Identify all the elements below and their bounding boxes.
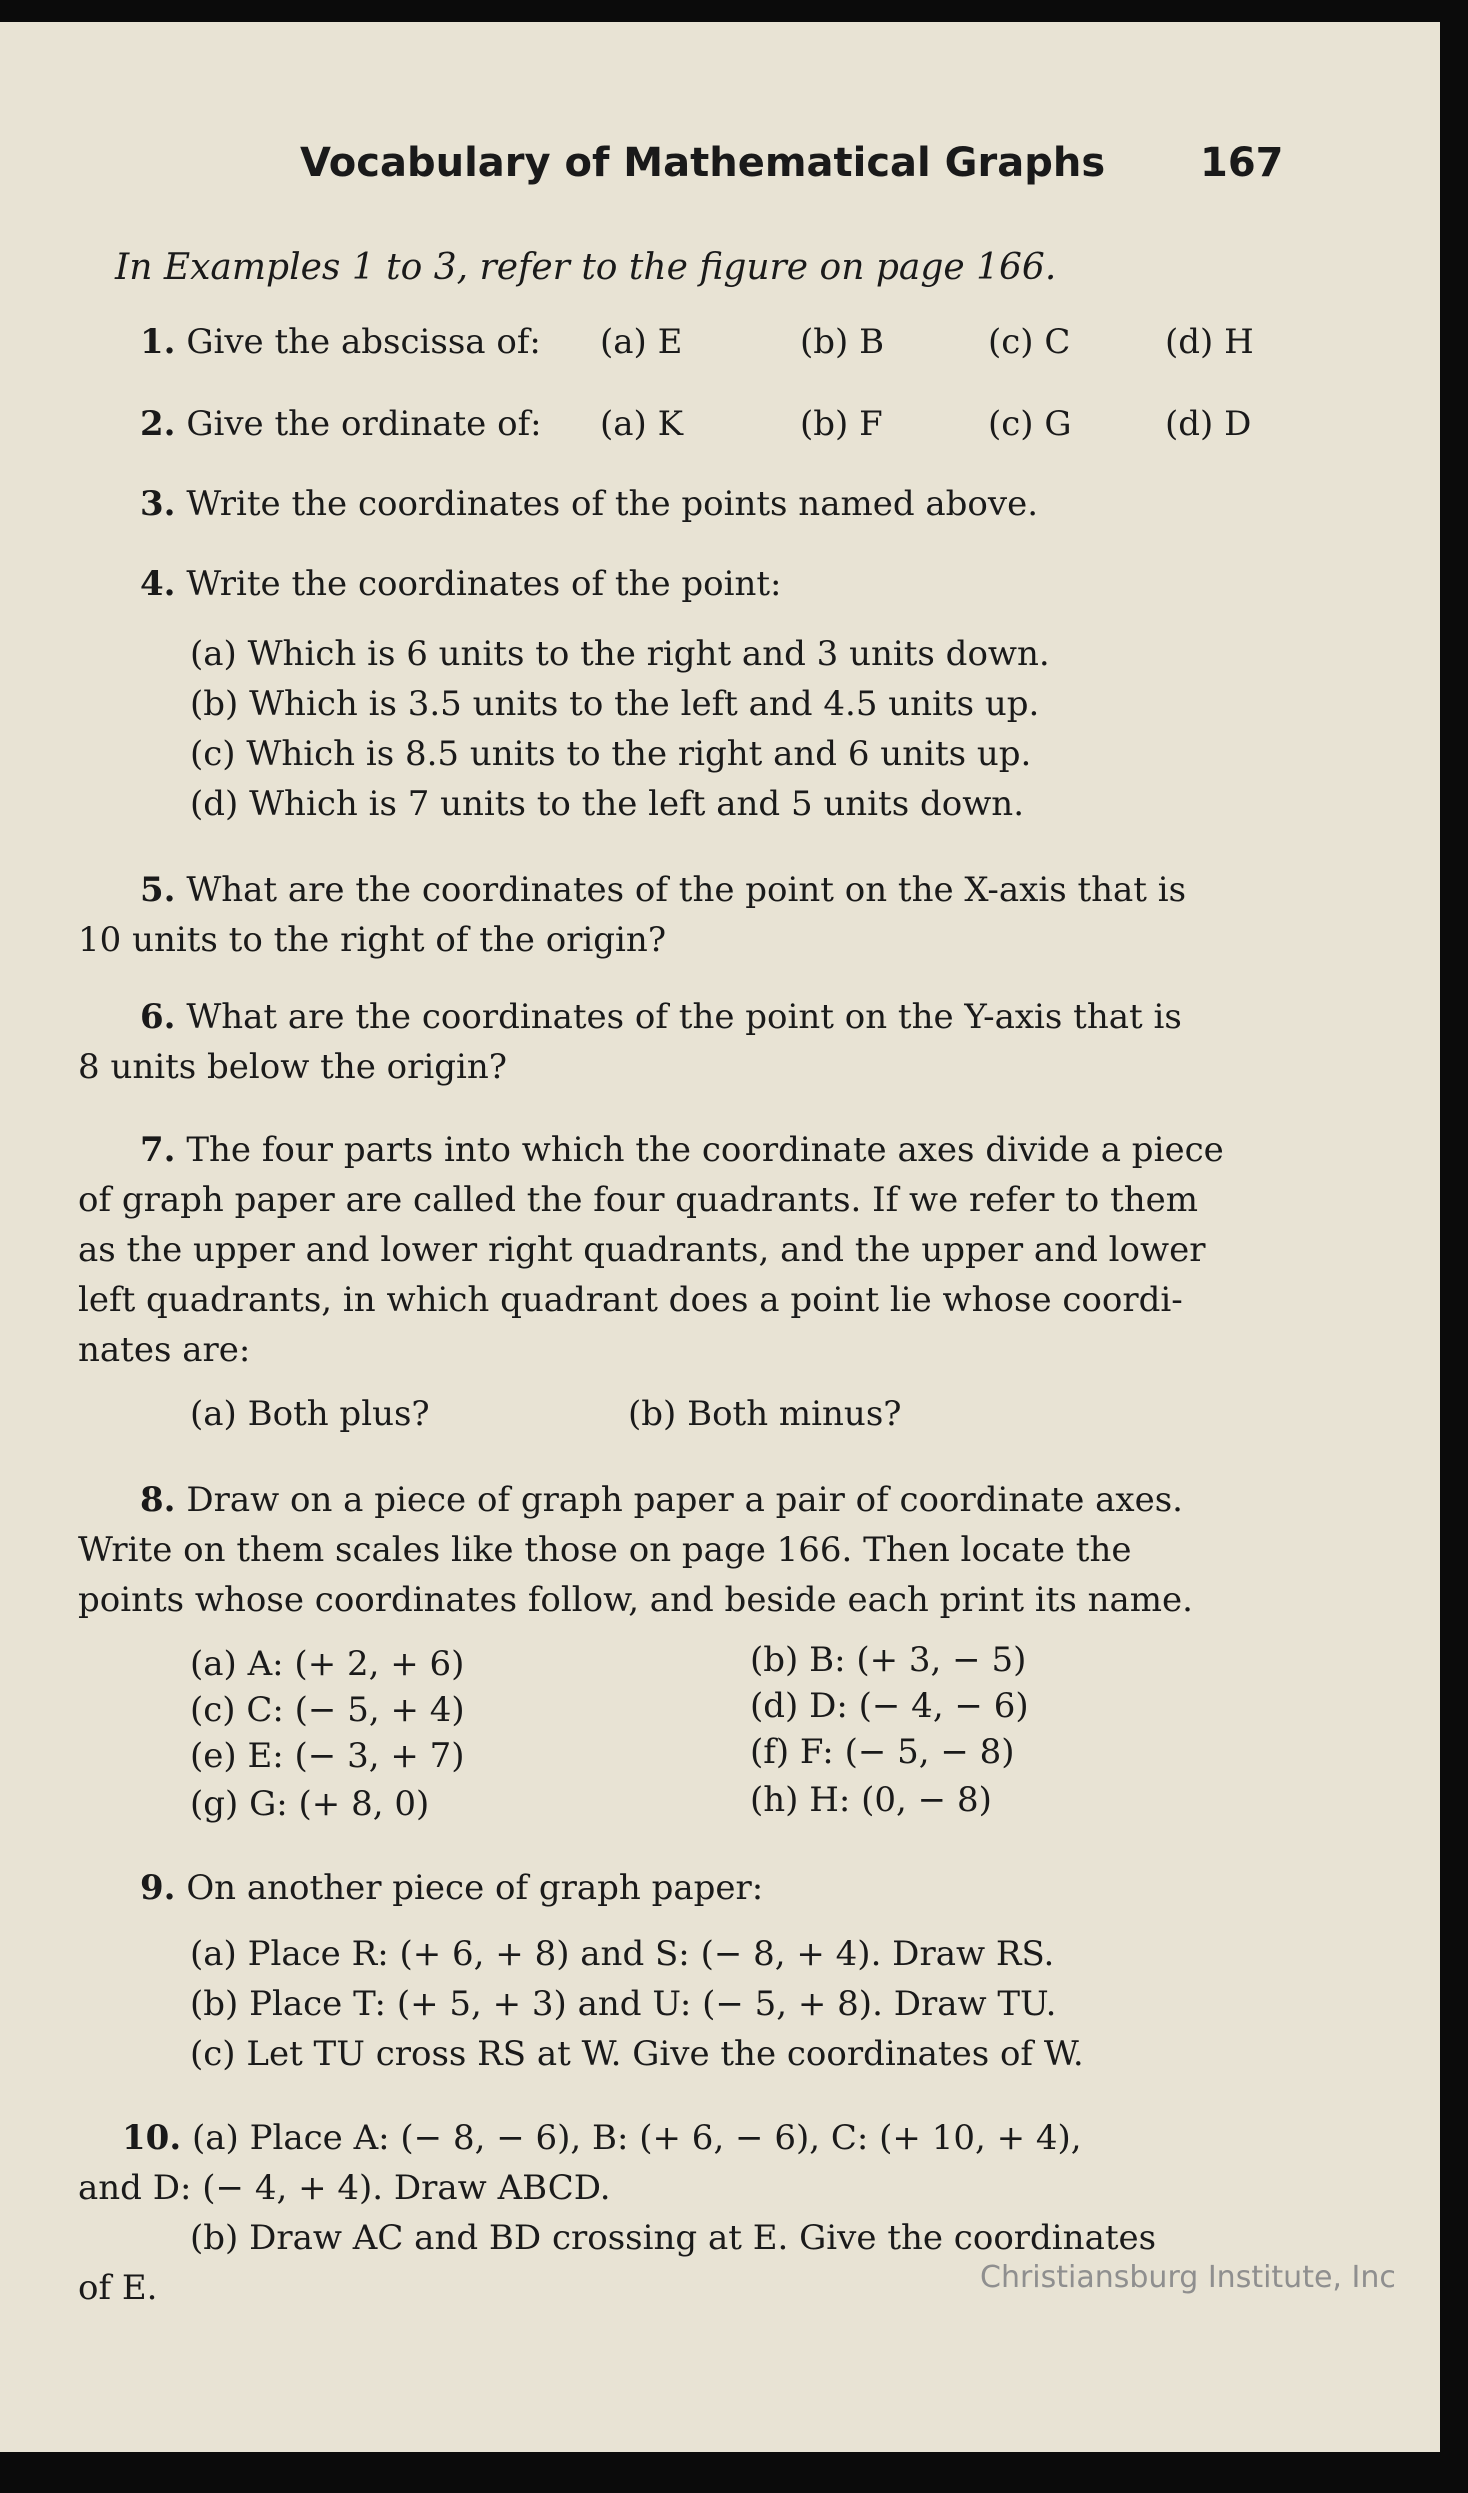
- question-7-line-4: left quadrants, in which quadrant does a point lie whose coordi-: [78, 1280, 1183, 1320]
- q8-point-g: (g) G: (+ 8, 0): [190, 1784, 430, 1824]
- question-7-number: 7.: [140, 1130, 176, 1170]
- q4-part-a: (a) Which is 6 units to the right and 3 units down.: [190, 634, 1050, 674]
- q4-part-c: (c) Which is 8.5 units to the right and 6 units up.: [190, 734, 1032, 774]
- question-7-line-1: The four parts into which the coordinate axes divide a piece: [186, 1130, 1224, 1170]
- question-5-line-1: What are the coordinates of the point on the X-axis that is: [186, 870, 1187, 910]
- question-5-line-2: 10 units to the right of the origin?: [78, 920, 667, 960]
- question-4: [140, 564, 782, 604]
- question-5: [140, 870, 1186, 910]
- question-3: [140, 484, 1038, 524]
- question-8-line-2: Write on them scales like those on page 166. Then locate the: [78, 1530, 1132, 1570]
- question-4-number: 4.: [140, 564, 176, 604]
- question-10: [122, 2118, 1082, 2158]
- question-4-text: Write the coordinates of the point:: [186, 564, 782, 604]
- q7-part-b: (b) Both minus?: [628, 1394, 902, 1434]
- question-1-text: Give the abscissa of:: [186, 322, 541, 362]
- question-10-line-3: (b) Draw AC and BD crossing at E. Give the coordinates: [190, 2218, 1157, 2258]
- question-6: [140, 997, 1182, 1037]
- question-7-line-3: as the upper and lower right quadrants, and the upper and lower: [78, 1230, 1206, 1270]
- q2-option-c: (c) G: [988, 404, 1072, 444]
- question-6-line-1: What are the coordinates of the point on the Y-axis that is: [186, 997, 1182, 1037]
- q9-part-a: (a) Place R: (+ 6, + 8) and S: (− 8, + 4). Draw RS.: [190, 1934, 1055, 1974]
- question-2: [140, 404, 542, 444]
- question-6-line-2: 8 units below the origin?: [78, 1047, 508, 1087]
- question-8: [140, 1480, 1183, 1520]
- question-5-number: 5.: [140, 870, 176, 910]
- q8-point-d: (d) D: (− 4, − 6): [750, 1686, 1029, 1726]
- q1-option-c: (c) C: [988, 322, 1071, 362]
- question-6-number: 6.: [140, 997, 176, 1037]
- question-10-line-2: and D: (− 4, + 4). Draw ABCD.: [78, 2168, 611, 2208]
- question-9-text: On another piece of graph paper:: [186, 1868, 764, 1908]
- q1-option-d: (d) H: [1165, 322, 1254, 362]
- q2-option-b: (b) F: [800, 404, 883, 444]
- question-2-number: 2.: [140, 404, 176, 444]
- q9-part-b: (b) Place T: (+ 5, + 3) and U: (− 5, + 8). Draw TU.: [190, 1984, 1057, 2024]
- page-number: 167: [1200, 140, 1284, 186]
- question-9: [140, 1868, 763, 1908]
- question-9-number: 9.: [140, 1868, 176, 1908]
- question-3-text: Write the coordinates of the points named above.: [186, 484, 1039, 524]
- question-8-number: 8.: [140, 1480, 176, 1520]
- q8-point-c: (c) C: (− 5, + 4): [190, 1690, 465, 1730]
- question-1-number: 1.: [140, 322, 176, 362]
- q8-point-a: (a) A: (+ 2, + 6): [190, 1644, 465, 1684]
- question-10-number: 10.: [122, 2118, 182, 2158]
- watermark: Christiansburg Institute, Inc: [980, 2260, 1396, 2295]
- question-8-line-1: Draw on a piece of graph paper a pair of coordinate axes.: [186, 1480, 1183, 1520]
- question-7: [140, 1130, 1224, 1170]
- q2-option-d: (d) D: [1165, 404, 1252, 444]
- question-3-number: 3.: [140, 484, 176, 524]
- q1-option-a: (a) E: [600, 322, 683, 362]
- question-8-line-3: points whose coordinates follow, and beside each print its name.: [78, 1580, 1193, 1620]
- question-7-line-5: nates are:: [78, 1330, 251, 1370]
- question-7-line-2: of graph paper are called the four quadrants. If we refer to them: [78, 1180, 1199, 1220]
- q1-option-b: (b) B: [800, 322, 885, 362]
- question-1: [140, 322, 541, 362]
- q8-point-h: (h) H: (0, − 8): [750, 1780, 992, 1820]
- q2-option-a: (a) K: [600, 404, 684, 444]
- page-title: Vocabulary of Mathematical Graphs: [300, 140, 1106, 186]
- intro-instruction: In Examples 1 to 3, refer to the figure on page 166.: [115, 247, 1057, 288]
- page-header: [0, 140, 1440, 200]
- q7-part-a: (a) Both plus?: [190, 1394, 430, 1434]
- question-10-line-4: of E.: [78, 2268, 158, 2308]
- question-10-line-1: (a) Place A: (− 8, − 6), B: (+ 6, − 6), C: (+ 10, + 4),: [191, 2118, 1082, 2158]
- q9-part-c: (c) Let TU cross RS at W. Give the coordinates of W.: [190, 2034, 1084, 2074]
- q8-point-f: (f) F: (− 5, − 8): [750, 1732, 1015, 1772]
- q4-part-d: (d) Which is 7 units to the left and 5 units down.: [190, 784, 1025, 824]
- q8-point-b: (b) B: (+ 3, − 5): [750, 1640, 1027, 1680]
- book-page: [0, 22, 1440, 2452]
- q4-part-b: (b) Which is 3.5 units to the left and 4.5 units up.: [190, 684, 1040, 724]
- q8-point-e: (e) E: (− 3, + 7): [190, 1736, 465, 1776]
- question-2-text: Give the ordinate of:: [186, 404, 542, 444]
